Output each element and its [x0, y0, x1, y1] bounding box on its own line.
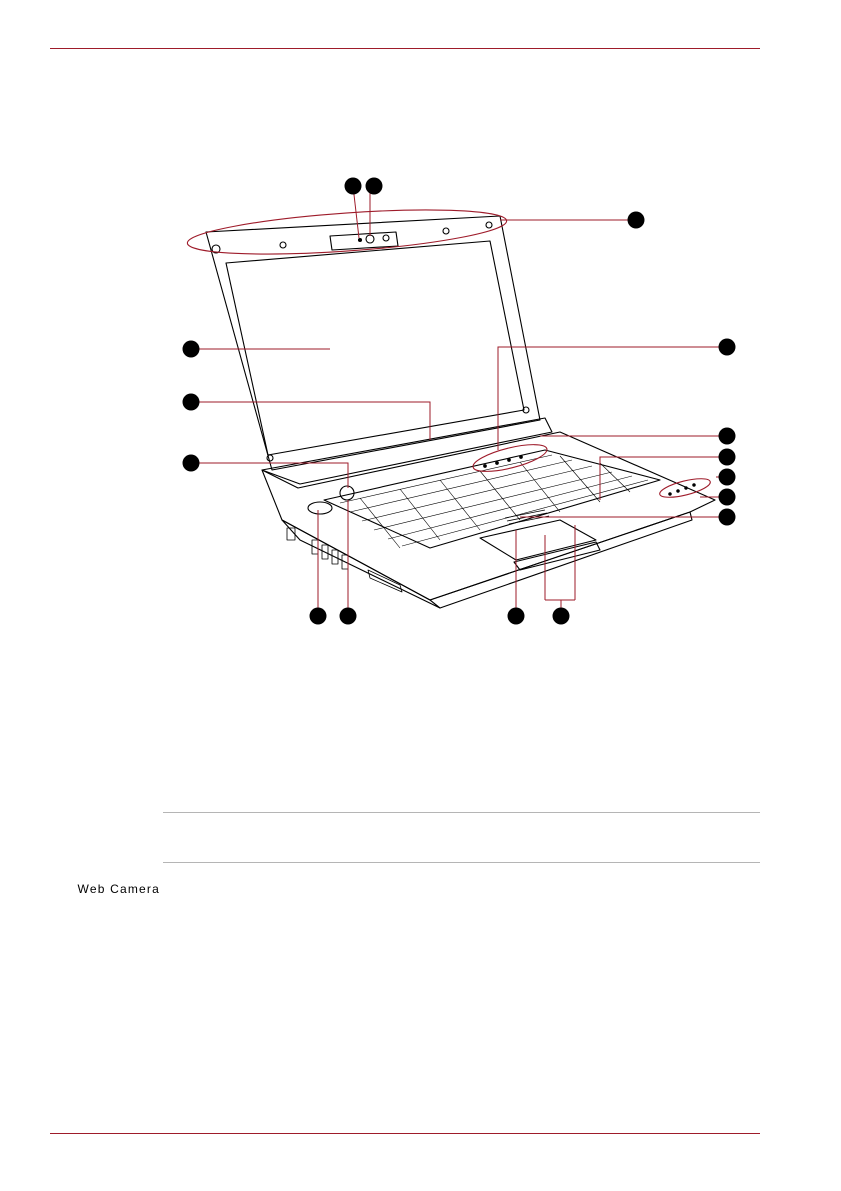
callout-marker	[719, 489, 736, 506]
callout-marker	[719, 428, 736, 445]
callout-marker	[345, 178, 362, 195]
web-camera-label: Web Camera	[77, 882, 160, 896]
callout-marker	[719, 339, 736, 356]
callout-marker	[183, 341, 200, 358]
callout-marker	[366, 178, 383, 195]
callout-marker	[553, 608, 570, 625]
table-top-rule	[163, 812, 760, 813]
callout-marker	[310, 608, 327, 625]
callout-marker	[183, 394, 200, 411]
table-header-rule	[163, 862, 760, 863]
callout-marker	[719, 449, 736, 466]
callout-marker	[508, 608, 525, 625]
callout-marker	[719, 469, 736, 486]
callout-marker	[340, 608, 357, 625]
callout-marker	[719, 509, 736, 526]
callout-marker	[183, 455, 200, 472]
footer-rule	[50, 1133, 760, 1134]
callout-marker	[628, 212, 645, 229]
